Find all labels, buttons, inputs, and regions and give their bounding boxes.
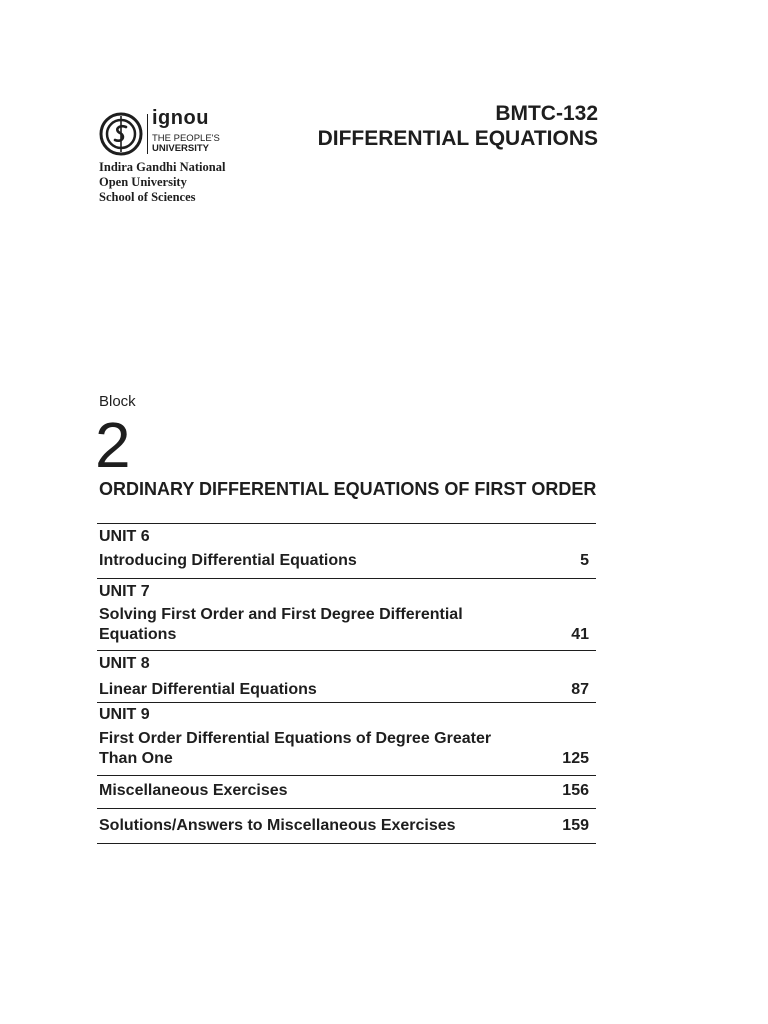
institution-block [99,160,225,205]
toc-entry-row [97,729,596,769]
ignou-logo [99,107,249,158]
toc-entry-row [97,551,596,571]
logo-divider [147,114,148,154]
toc-entry-unit-8 [97,651,596,702]
block-number: 2 [95,409,131,481]
toc-entry-page: 41 [571,626,589,643]
toc-entry-page: 87 [571,681,589,698]
institution-line: Open University [99,175,187,189]
toc-entry-title: First Order Differential Equations of Degree Greater Than One [99,730,492,767]
toc-entry-title: Linear Differential Equations [99,681,317,698]
logo-tagline-line1: THE PEOPLE'S [152,133,220,144]
toc-entry-page: 159 [562,817,589,834]
toc-divider [97,843,596,844]
course-code: BMTC-132 [495,102,598,125]
toc-unit-label: UNIT 7 [99,583,150,600]
toc-entry-unit-9 [97,703,596,771]
toc-entry-row [97,816,596,836]
toc-entry-title: Introducing Differential Equations [99,552,357,569]
toc-entry-title: Solving First Order and First Degree Differential Equations [99,606,463,643]
toc-entry-title: Miscellaneous Exercises [99,782,288,799]
block-title: ORDINARY DIFFERENTIAL EQUATIONS OF FIRST ORDER [99,479,597,499]
toc-unit-label: UNIT 6 [99,528,150,545]
logo-tagline-line2: UNIVERSITY [152,143,210,154]
ignou-emblem-icon [99,112,143,156]
toc-unit-label: UNIT 9 [99,706,150,723]
course-title: DIFFERENTIAL EQUATIONS [317,127,598,150]
toc-entry-page: 125 [562,750,589,767]
toc-entry-row [97,680,596,700]
toc-entry-solutions [97,809,596,843]
toc-entry-unit-7 [97,579,596,647]
toc-entry-title: Solutions/Answers to Miscellaneous Exercises [99,817,456,834]
logo-wordmark: ignou [152,107,209,129]
toc-entry-row [97,781,596,801]
table-of-contents [97,523,596,844]
institution-line: School of Sciences [99,190,196,204]
toc-entry-page: 156 [562,782,589,799]
toc-entry-page: 5 [580,552,589,569]
toc-entry-row [97,605,596,645]
toc-entry-misc-exercises [97,776,596,808]
block-label: Block [99,393,136,410]
institution-line: Indira Gandhi National [99,160,226,174]
toc-unit-label: UNIT 8 [99,655,150,672]
toc-entry-unit-6 [97,524,596,573]
